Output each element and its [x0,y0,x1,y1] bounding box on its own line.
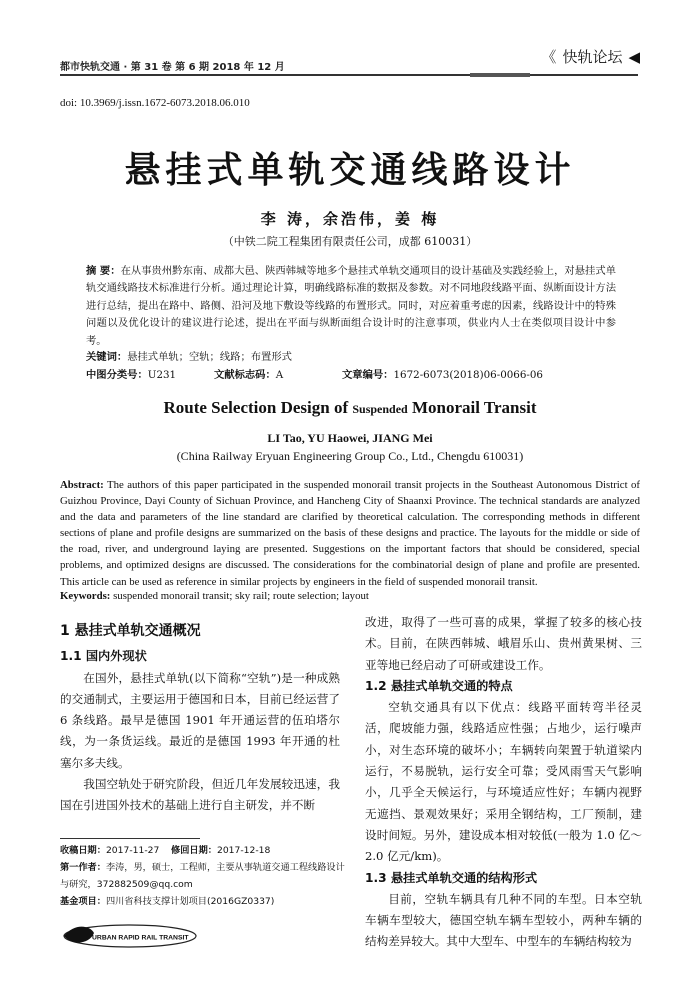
section-1-heading: 1 悬挂式单轨交通概况 [60,623,201,639]
paragraph: 空轨交通具有以下优点：线路平面转弯半径灵活，爬坡能力强，线路适应性强；占地少，运行噪声小，对生态环境的破坏小；车辆转向架置于轨道梁内运行，不易脱轨，运行安全可靠；受风雨雪天气影响小，几乎全天候运行，与环境适应性好；车辆内视野无遮挡、景观效果好；采用全钢结构，工厂预制，建设时间短。另外，建设成本相对较低(一般为 1.0 亿～2.0 亿元/km)。 [365,700,642,864]
received-date: 2017-11-27 [105,845,160,856]
triangle-left-icon: ◀ [628,47,640,66]
doc-code-label: 文献标志码： [214,369,276,381]
logo-text: URBAN RAPID RAIL TRANSIT [92,934,189,942]
received-label: 收稿日期： [60,845,106,856]
title-en-part1: Route Selection Design of [163,398,353,417]
footnote-dates [60,842,345,859]
fund-info: 四川省科技支撑计划项目(2016GZ0337) [105,896,275,907]
header-rule-accent [470,73,530,77]
keywords-en-label: Keywords: [60,590,111,602]
fund-label: 基金项目： [60,896,106,907]
column-mark: 《 [541,48,557,66]
footnote [60,842,345,910]
section-1-3-heading: 1.3 悬挂式单轨交通的结构形式 [365,870,538,885]
revised-date: 2017-12-18 [216,845,271,856]
clc-label: 中图分类号： [86,369,148,381]
column-header [541,46,640,67]
classification-row [86,366,616,381]
author-label: 第一作者： [60,862,106,873]
affiliation-cn: （中铁二院工程集团有限责任公司，成都 610031） [222,235,478,248]
authors-cn: 李 涛，余浩伟，姜 梅 [260,210,440,228]
doi: doi: 10.3969/j.issn.1672-6073.2018.06.010 [60,97,250,109]
journal-logo [60,921,200,951]
authors-en: LI Tao, YU Haowei, JIANG Mei [267,431,433,445]
doc-code-value: A [275,369,284,381]
paragraph: 在国外，悬挂式单轨(以下简称“空轨”)是一种成熟的交通制式，主要运用于德国和日本，目前已经运营了 6 条线路。最早是德国 1901 年开通运营的伍珀塔尔线，为一条货运线。最近的是德国 1993 年开通的杜塞尔多夫线。 [60,670,340,770]
paragraph: 目前，空轨车辆具有几种不同的车型。日本空轨车辆车型较大，德国空轨车辆车型较小，两种车辆的结构差异较大。其中大型车、中型车的车辆结构较为 [365,891,642,949]
keywords-cn [86,348,616,363]
title-en-small: Suspended [352,402,408,416]
keywords-cn-text: 悬挂式单轨；空轨；线路；布置形式 [127,351,292,363]
right-column [365,612,642,953]
title-en [0,398,700,418]
footnote-fund [60,893,345,910]
affiliation-en: (China Railway Eryuan Engineering Group Co., Ltd., Chengdu 610031) [176,449,524,463]
abstract-cn [86,263,616,350]
header-rule [60,74,638,76]
abstract-en-label: Abstract: [60,479,104,491]
article-no-value: 1672-6073(2018)06-0066-06 [393,369,543,381]
keywords-en [60,590,640,602]
title-en-part2: Monorail Transit [407,398,537,417]
author-info: 李涛，男，硕士，工程师，主要从事轨道交通工程线路设计与研究，372882509@qq.com [60,862,345,890]
abstract-cn-text: 在从事贵州黔东南、成都大邑、陕西韩城等地多个悬挂式单轨交通项目的设计基础及实践经验上，对悬挂式单轨交通线路技术标准进行分析。通过理论计算，明确线路标准的数据及参数。对不同地段线路平面、纵断面设计方法进行总结，提出在路中、路侧、沿河及地下敷设等线路的布置形式。同时，对应着重考虑的因素，线路设计中的特殊问题以及优化设计的建议进行论述，提出在平面与纵断面组合设计时的注意事项，供业内人士在类似项目设计中参考。 [86,265,616,347]
journal-header: 都市快轨交通 · 第 31 卷 第 6 期 2018 年 12 月 [60,62,285,73]
keywords-en-text: suspended monorail transit; sky rail; route selection; layout [110,590,369,602]
section-1-2-heading: 1.2 悬挂式单轨交通的特点 [365,678,513,693]
footnote-rule [60,838,200,839]
revised-label: 修回日期： [171,845,217,856]
page-title: 悬挂式单轨交通线路设计 [124,149,576,191]
footnote-author [60,859,345,893]
paragraph: 我国空轨处于研究阶段，但近几年发展较迅速，我国在引进国外技术的基础上进行自主研发，并不断 [60,777,340,813]
abstract-en [60,477,640,590]
section-1-1-heading: 1.1 国内外现状 [60,649,147,664]
left-column [60,621,340,817]
keywords-cn-label: 关键词： [86,351,128,363]
abstract-cn-label: 摘 要： [86,265,121,277]
paragraph: 改进，取得了一些可喜的成果，掌握了较多的核心技术。目前，在陕西韩城、峨眉乐山、贵州黄果树、三亚等地已经启动了可研或建设工作。 [365,615,642,672]
abstract-en-text: The authors of this paper participated in the suspended monorail transit projects in the Southeast Autonomous District of Guizhou Province, Dayi County of Sichuan Province, and Hancheng City of Shaanxi Province. The technical standards are analyzed and the data and parameters of the line standard are clarified by theoretical calculation. The corresponding methods in different sections of plane and profile designs are summarized on the basis of these designs and practice. The layouts for the middle or side of the road, river, and underground laying are presented. Suggestions on the important factors that should be considered, special problems, and optimized designs are discussed. The considerations for the combinatorial design of plane and profile are presented. This article can be used as reference in similar projects by engineers in the field of suspended monorail transit. [60,479,640,588]
clc-value: U231 [147,369,177,381]
article-no-label: 文章编号： [342,369,394,381]
column-title: 快轨论坛 [562,48,623,66]
